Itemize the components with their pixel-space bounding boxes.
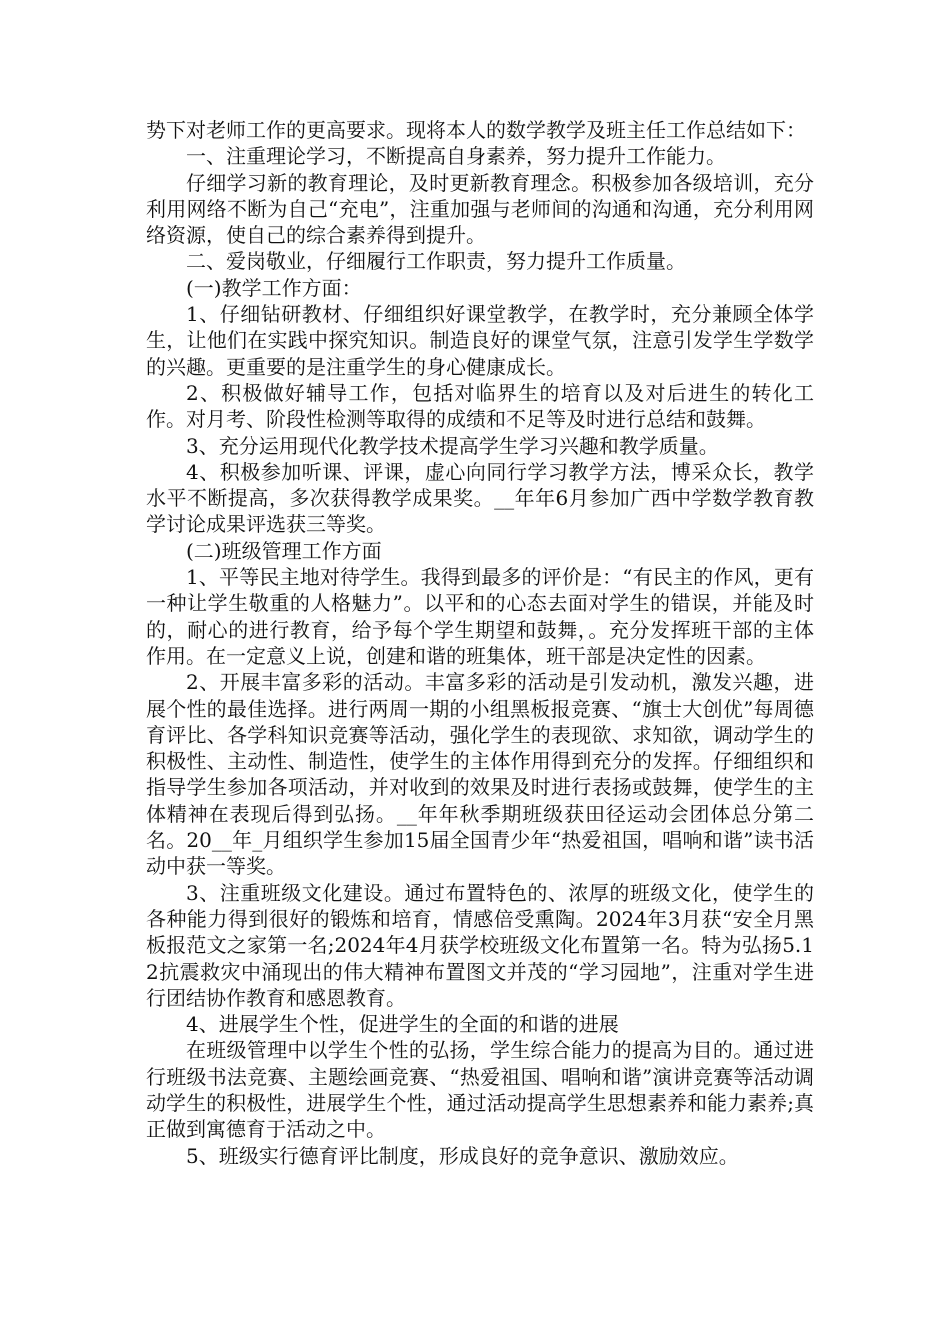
paragraph-teaching-item-2: 2、积极做好辅导工作，包括对临界生的培育以及对后进生的转化工作。对月考、阶段性检测等取得的成绩和不足等及时进行总结和鼓舞。 xyxy=(146,380,814,432)
paragraph-management-item-5: 5、班级实行德育评比制度，形成良好的竞争意识、激励效应。 xyxy=(186,1143,739,1168)
paragraph-teaching-item-1: 1、仔细钻研教材、仔细组织好课堂教学，在教学时，充分兼顾全体学生，让他们在实践中探究知识。制造良好的课堂气氛，注意引发学生学数学的兴趣。更重要的是注重学生的身心健康成长。 xyxy=(146,302,814,379)
paragraph-management-item-2: 2、开展丰富多彩的活动。丰富多彩的活动是引发动机，激发兴趣，进展个性的最佳选择。进行两周一期的小组黑板报竞赛、“旗士大创优”每周德育评比、各学科知识竞赛等活动，强化学生的表现欲、求知欲，调动学生的积极性、主动性、制造性，使学生的主体作用得到充分的发挥。仔细组织和指导学生参加各项活动，并对收到的效果及时进行表扬或鼓舞，使学生的主体精神在表现后得到弘扬。__年年秋季期班级获田径运动会团体总分第二名。20__年_月组织学生参加15届全国青少年“热爱祖国，唱响和谐”读书活动中获一等奖。 xyxy=(146,670,814,879)
heading-section-1: 一、注重理论学习，不断提高自身素养，努力提升工作能力。 xyxy=(186,144,726,169)
paragraph-teaching-item-3: 3、充分运用现代化教学技术提高学生学习兴趣和教学质量。 xyxy=(186,433,719,458)
document-body xyxy=(146,117,814,1169)
paragraph-management-item-3: 3、注重班级文化建设。通过布置特色的、浓厚的班级文化，使学生的各种能力得到很好的锻炼和培育，情感倍受熏陶。2024年3月获“安全月黑板报范文之家第一名;2024年4月获学校班级文化布置第一名。特为弘扬5.12抗震救灾中涌现出的伟大精神布置图文并茂的“学习园地”，注重对学生进行团结协作教育和感恩教育。 xyxy=(146,880,814,1010)
paragraph-teaching-item-4: 4、积极参加听课、评课，虚心向同行学习教学方法，博采众长，教学水平不断提高，多次获得教学成果奖。__年年6月参加广西中学数学教育教学讨论成果评选获三等奖。 xyxy=(146,459,814,537)
subheading-class-management: (二)班级管理工作方面 xyxy=(186,538,382,563)
subheading-teaching-work: (一)教学工作方面： xyxy=(186,275,362,300)
paragraph-management-item-1: 1、平等民主地对待学生。我得到最多的评价是：“有民主的作风，更有一种让学生敬重的人格魅力”。以平和的心态去面对学生的错误，并能及时的，耐心的进行教育，给予每个学生期望和鼓舞，。充分发挥班干部的主体作用。在一定意义上说，创建和谐的班集体，班干部是决定性的因素。 xyxy=(146,565,814,668)
paragraph-management-item-4: 4、进展学生个性，促进学生的全面的和谐的进展 xyxy=(186,1012,619,1037)
paragraph-management-item-4-detail: 在班级管理中以学生个性的弘扬，学生综合能力的提高为目的。通过进行班级书法竞赛、主题绘画竞赛、“热爱祖国、唱响和谐”演讲竞赛等活动调动学生的积极性，进展学生个性，通过活动提高学生思想素养和能力素养;真正做到寓德育于活动之中。 xyxy=(146,1038,814,1142)
paragraph-intro: 势下对老师工作的更高要求。现将本人的数学教学及班主任工作总结如下： xyxy=(146,118,806,142)
heading-section-2: 二、爱岗敬业，仔细履行工作职责，努力提升工作质量。 xyxy=(186,249,686,274)
paragraph-theory-study: 仔细学习新的教育理论，及时更新教育理念。积极参加各级培训，充分利用网络不断为自己“充电”，注重加强与老师间的沟通和沟通，充分利用网络资源，使自己的综合素养得到提升。 xyxy=(146,170,814,248)
